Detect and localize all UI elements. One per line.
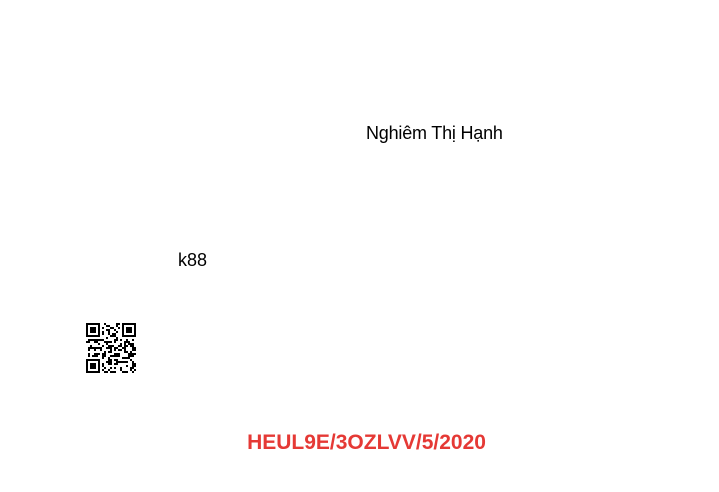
qr-code-icon <box>86 323 136 373</box>
student-name: Nghiêm Thị Hạnh <box>366 123 503 143</box>
serial-code: HEUL9E/3OZLVV/5/2020 <box>247 431 486 454</box>
class-name: k88 <box>178 250 208 270</box>
